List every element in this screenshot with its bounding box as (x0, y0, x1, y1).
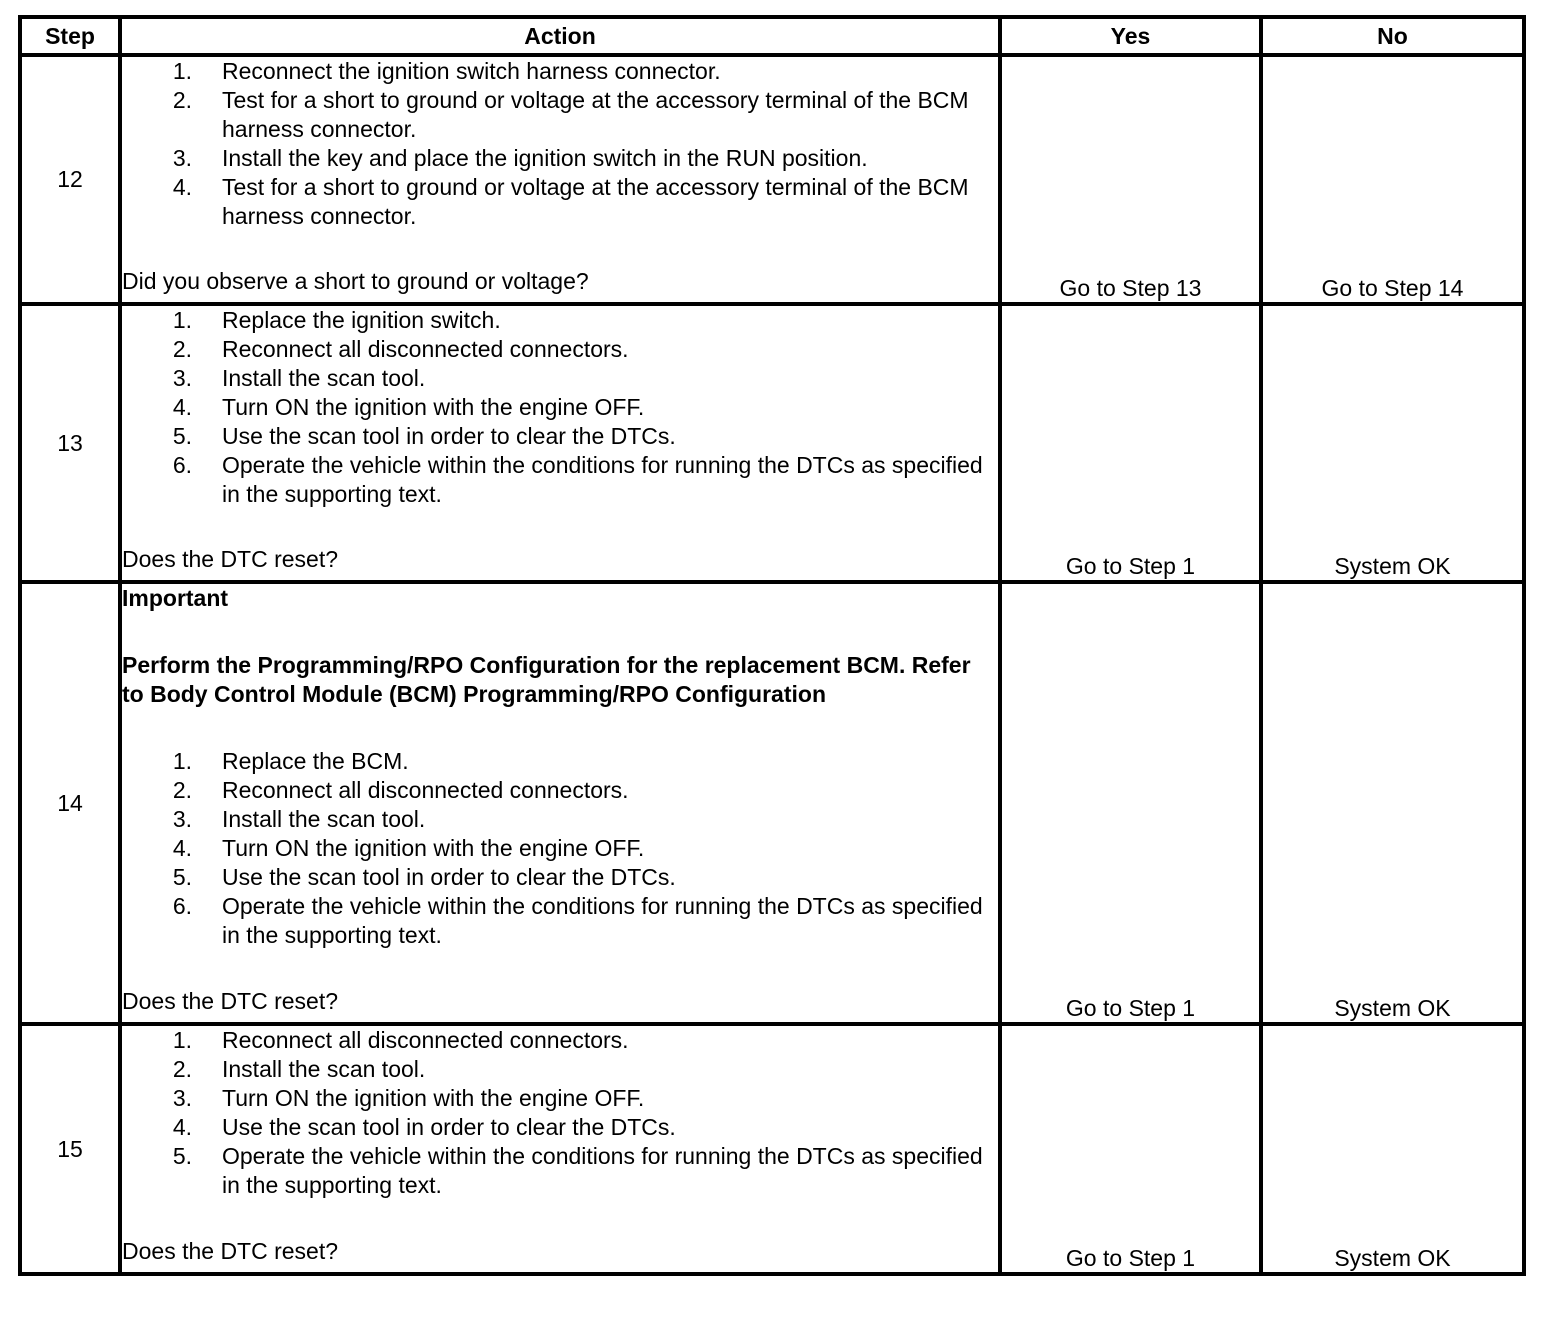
yes-result: Go to Step 1 (1000, 304, 1261, 582)
no-result: System OK (1261, 582, 1524, 1024)
step-number: 13 (20, 304, 120, 582)
list-item: 1. Reconnect all disconnected connectors. (172, 1027, 629, 1053)
list-item: 5. Operate the vehicle within the conditions for running the DTCs as specified in the supporting text. (172, 1143, 983, 1198)
no-result: System OK (1261, 1024, 1524, 1274)
step-number: 12 (20, 55, 120, 304)
action-question: Did you observe a short to ground or voltage? (122, 268, 589, 294)
list-item: 4. Turn ON the ignition with the engine OFF. (172, 394, 645, 420)
step-number: 15 (20, 1024, 120, 1274)
action-list (122, 1026, 998, 1200)
step-number: 14 (20, 582, 120, 1024)
table-row-step-15 (20, 1024, 1524, 1274)
list-item: 3. Install the key and place the ignition switch in the RUN position. (172, 145, 868, 171)
list-item: 1. Reconnect the ignition switch harness connector. (172, 58, 721, 84)
header-row (20, 17, 1524, 55)
list-item: 3. Install the scan tool. (172, 806, 426, 832)
list-item: 5. Use the scan tool in order to clear the DTCs. (172, 423, 676, 449)
list-item: 2. Reconnect all disconnected connectors. (172, 336, 629, 362)
list-item: 4. Turn ON the ignition with the engine OFF. (172, 835, 645, 861)
list-item: 1. Replace the ignition switch. (172, 307, 501, 333)
table-row-step-13 (20, 304, 1524, 582)
list-item: 6. Operate the vehicle within the conditions for running the DTCs as specified in the supporting text. (172, 893, 983, 948)
list-item: 2. Reconnect all disconnected connectors. (172, 777, 629, 803)
action-list (122, 747, 998, 950)
action-question: Does the DTC reset? (122, 546, 339, 572)
header-yes: Yes (1000, 17, 1261, 55)
list-item: 1. Replace the BCM. (172, 748, 409, 774)
list-item: 5. Use the scan tool in order to clear the DTCs. (172, 864, 676, 890)
action-question: Does the DTC reset? (122, 988, 339, 1014)
important-title: Important (122, 585, 229, 611)
header-step: Step (20, 17, 120, 55)
action-cell (120, 582, 1000, 1024)
action-cell (120, 1024, 1000, 1274)
action-cell (120, 55, 1000, 304)
header-action: Action (120, 17, 1000, 55)
no-result: System OK (1261, 304, 1524, 582)
action-list (122, 57, 998, 231)
table-row-step-12 (20, 55, 1524, 304)
action-question: Does the DTC reset? (122, 1238, 339, 1264)
action-cell (120, 304, 1000, 582)
yes-result: Go to Step 1 (1000, 582, 1261, 1024)
list-item: 3. Turn ON the ignition with the engine OFF. (172, 1085, 645, 1111)
table-row-step-14 (20, 582, 1524, 1024)
yes-result: Go to Step 13 (1000, 55, 1261, 304)
no-result: Go to Step 14 (1261, 55, 1524, 304)
diagnostic-table (18, 15, 1526, 1276)
list-item: 3. Install the scan tool. (172, 365, 426, 391)
action-list (122, 306, 998, 509)
list-item: 2. Test for a short to ground or voltage at the accessory terminal of the BCM harness connector. (172, 87, 969, 142)
list-item: 6. Operate the vehicle within the conditions for running the DTCs as specified in the supporting text. (172, 452, 983, 507)
list-item: 4. Test for a short to ground or voltage at the accessory terminal of the BCM harness connector. (172, 174, 969, 229)
header-no: No (1261, 17, 1524, 55)
list-item: 4. Use the scan tool in order to clear the DTCs. (172, 1114, 676, 1140)
important-note: Perform the Programming/RPO Configuration for the replacement BCM. Refer to Body Control Module (BCM) Programming/RPO Configuration (122, 652, 971, 707)
yes-result: Go to Step 1 (1000, 1024, 1261, 1274)
list-item: 2. Install the scan tool. (172, 1056, 426, 1082)
